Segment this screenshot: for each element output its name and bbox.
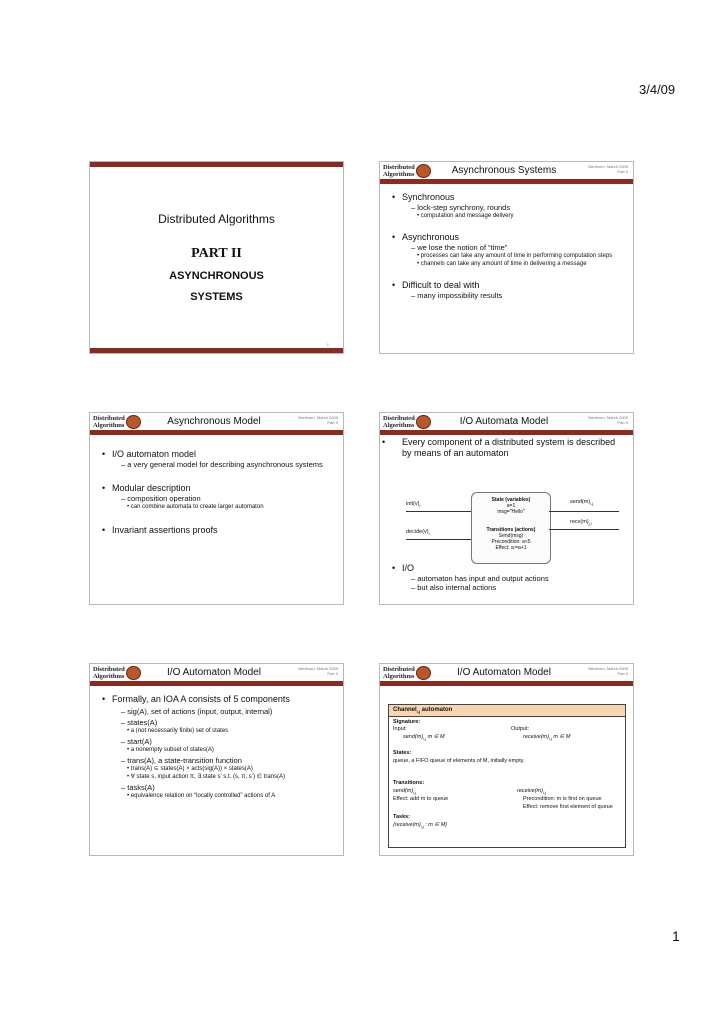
detail-bullet: • computation and message delivery: [392, 212, 625, 220]
header-bar: [380, 179, 633, 184]
page-number: 1: [672, 928, 680, 944]
input-label-2: $recv(m)_{j,i}$: [570, 519, 592, 527]
logo-icon: [416, 415, 431, 429]
slide-title: [89, 161, 344, 354]
slide-meta: Bertinoro, March 2009 Part II: [588, 164, 628, 174]
sub-bullet: – we lose the notion of “time”: [392, 243, 625, 252]
box-heading: Channel$_{i,j}$ automaton: [389, 705, 625, 717]
slide-body: [102, 688, 335, 800]
slide-io-automata: [379, 412, 634, 605]
slide-ioa-formal: [89, 663, 344, 856]
slide-body: [102, 443, 335, 536]
input-label: $init(v)_i$: [406, 501, 421, 509]
slide-meta: Bertinoro, March 2009 Part II: [588, 415, 628, 425]
sub-bullet: – start(A): [102, 737, 335, 746]
slide-heading: I/O Automata Model: [459, 416, 549, 427]
slide-async-model: [89, 412, 344, 605]
logo-icon: [416, 666, 431, 680]
detail-bullet: • a (not necessarily finite) set of states: [102, 727, 335, 735]
detail-bullet: • ∀ state s, input action π, ∃ state s’ s.t. (s, π, s’) ∈ trans(A): [102, 773, 335, 781]
logo: Distributed Algorithms: [383, 164, 415, 178]
detail-bullet: • equivalence relation on “locally controlled” actions of A: [102, 792, 335, 800]
bullet: • I/O automaton model: [102, 449, 335, 460]
detail-bullet: • a nonempty subset of states(A): [102, 746, 335, 754]
header-bar: [380, 681, 633, 686]
slide-subtitle: ASYNCHRONOUS SYSTEMS: [169, 270, 264, 303]
input-arrow-2: [549, 529, 619, 530]
tasks-label: Tasks:: [393, 814, 411, 820]
input-action: $send(m)_{i,j}$ m ∈ M: [403, 734, 445, 742]
slide-heading: Asynchronous Model: [167, 416, 261, 427]
output-arrow-2: [406, 539, 471, 540]
sub-bullet: – composition operation: [102, 494, 335, 503]
logo: Distributed Algorithms: [93, 666, 125, 680]
slide-body: [392, 437, 625, 459]
send-effect: Effect: add m to queue: [393, 796, 449, 802]
slide-meta: Bertinoro, March 2009 Part II: [298, 415, 338, 425]
detail-bullet: • processes can take any amount of time in performing computation steps: [392, 252, 625, 260]
sub-bullet: – but also internal actions: [392, 583, 625, 592]
header-bar: [90, 430, 343, 435]
page-date: 3/4/09: [639, 82, 676, 97]
sub-bullet: – tasks(A): [102, 783, 335, 792]
bottom-bar: [90, 348, 343, 353]
detail-bullet: • can combine automata to create larger automaton: [102, 503, 335, 511]
top-bar: [90, 162, 343, 167]
sub-bullet: – automaton has input and output actions: [392, 574, 625, 583]
states-label: States:: [393, 750, 412, 756]
sub-bullet: – many impossibility results: [392, 291, 625, 300]
tasks-value: {$receive(m)_{i,j}$ : m ∈ M}: [393, 822, 448, 830]
slide-channel-automaton: [379, 663, 634, 856]
slide-meta: Bertinoro, March 2009 Part II: [588, 666, 628, 676]
output-label: $send(m)_{i,j}$: [570, 499, 594, 507]
bullet: • Invariant assertions proofs: [102, 525, 335, 536]
sub-bullet: – trans(A), a state-transition function: [102, 756, 335, 765]
slide-number: 1: [326, 342, 329, 347]
bullet: • Asynchronous: [392, 232, 625, 243]
header-bar: [380, 430, 633, 435]
logo-icon: [126, 415, 141, 429]
receive-effect: Effect: remove first element of queue: [523, 804, 613, 810]
logo-icon: [416, 164, 431, 178]
bullet: • Synchronous: [392, 192, 625, 203]
part-label: PART II: [191, 246, 242, 261]
slide-async-systems: [379, 161, 634, 354]
sub-bullet: – sig(A), set of actions (input, output, internal): [102, 707, 335, 716]
logo: Distributed Algorithms: [93, 415, 125, 429]
slide-heading: I/O Automaton Model: [167, 667, 261, 678]
slide-body: [392, 186, 625, 300]
bullet: • Every component of a distributed system is described by means of an automaton: [392, 437, 625, 459]
slide-body-2: [392, 563, 625, 592]
channel-automaton-box: [388, 704, 626, 848]
output-label-2: $decide(v)_i$: [406, 529, 430, 537]
detail-bullet: • trans(A) ⊆ states(A) × acts(sig(A)) × states(A): [102, 765, 335, 773]
slide-meta: Bertinoro, March 2009 Part II: [298, 666, 338, 676]
bullet: • Modular description: [102, 483, 335, 494]
automaton-diagram: State (variables) a=1 msg="Hello" Transitions (actions) Send(msg) Precondition: a<5 Effect: a:=a+1: [471, 492, 551, 564]
detail-bullet: • channels can take any amount of time in delivering a message: [392, 260, 625, 268]
input-label: Input:: [393, 726, 407, 732]
states-value: queue, a FIFO queue of elements of M, initially empty.: [393, 758, 525, 764]
bullet: • Formally, an IOA A consists of 5 components: [102, 694, 335, 705]
input-arrow: [406, 511, 471, 512]
output-label: Output:: [511, 726, 530, 732]
logo-icon: [126, 666, 141, 680]
slide-heading: Asynchronous Systems: [451, 165, 557, 176]
bullet: • I/O: [392, 563, 625, 574]
sub-bullet: – states(A): [102, 718, 335, 727]
header-bar: [90, 681, 343, 686]
output-action: $receive(m)_{i,j}$ m ∈ M: [523, 734, 571, 742]
sub-bullet: – a very general model for describing asynchronous systems: [102, 460, 335, 469]
sub-bullet: – lock-step synchrony, rounds: [392, 203, 625, 212]
logo: Distributed Algorithms: [383, 666, 415, 680]
send-transition: $send(m)_{i,j}$: [393, 788, 417, 796]
receive-transition: $receive(m)_{i,j}$: [517, 788, 546, 796]
receive-precondition: Precondition: m is first on queue: [523, 796, 602, 802]
bullet: • Difficult to deal with: [392, 280, 625, 291]
logo: Distributed Algorithms: [383, 415, 415, 429]
transitions-label: Transitions:: [393, 780, 425, 786]
signature-label: Signature:: [393, 719, 421, 725]
slide-heading: I/O Automaton Model: [457, 667, 551, 678]
slide-title-text: Distributed Algorithms: [158, 212, 275, 226]
output-arrow: [549, 511, 619, 512]
